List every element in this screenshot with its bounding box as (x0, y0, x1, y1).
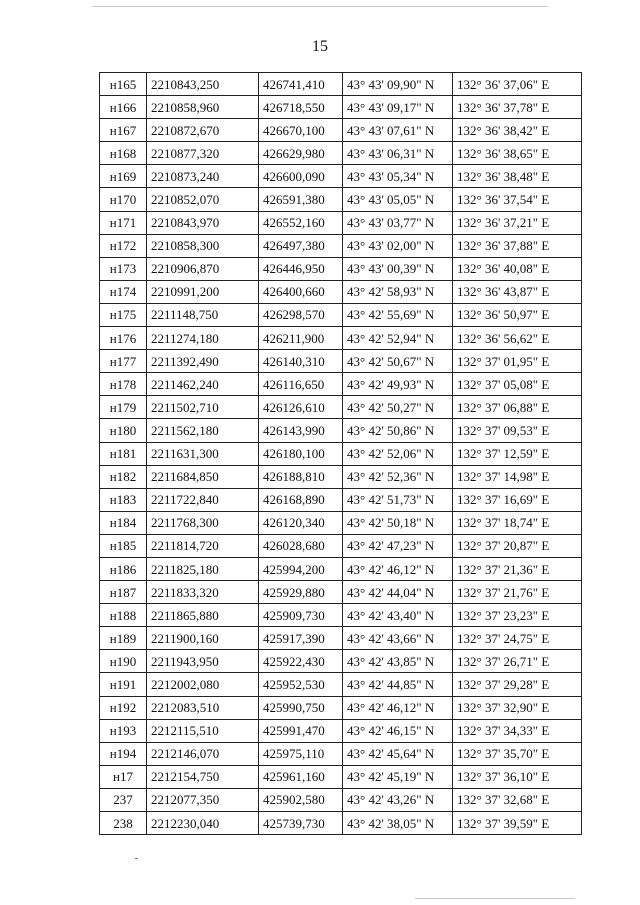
y-coordinate-cell: 425975,110 (259, 742, 343, 765)
x-coordinate-cell: 2211392,490 (147, 350, 259, 373)
table-row (100, 96, 582, 119)
table-row (100, 165, 582, 188)
y-coordinate-cell: 426591,380 (259, 188, 343, 211)
table-row (100, 627, 582, 650)
point-number-cell: н191 (100, 673, 147, 696)
longitude-cell: 132° 37' 18,74" E (453, 511, 582, 534)
longitude-cell: 132° 37' 26,71" E (453, 650, 582, 673)
table-row (100, 396, 582, 419)
table-row (100, 142, 582, 165)
x-coordinate-cell: 2211462,240 (147, 373, 259, 396)
latitude-cell: 43° 42' 44,85" N (343, 673, 453, 696)
x-coordinate-cell: 2211833,320 (147, 581, 259, 604)
longitude-cell: 132° 37' 24,75" E (453, 627, 582, 650)
y-coordinate-cell: 426600,090 (259, 165, 343, 188)
point-number-cell: н184 (100, 511, 147, 534)
latitude-cell: 43° 42' 45,64" N (343, 742, 453, 765)
x-coordinate-cell: 2211274,180 (147, 327, 259, 350)
latitude-cell: 43° 42' 51,73" N (343, 488, 453, 511)
table-row (100, 211, 582, 234)
point-number-cell: н172 (100, 234, 147, 257)
point-number-cell: н185 (100, 534, 147, 557)
point-number-cell: н173 (100, 257, 147, 280)
longitude-cell: 132° 37' 39,59" E (453, 812, 582, 835)
coordinates-table (99, 72, 582, 835)
longitude-cell: 132° 36' 37,54" E (453, 188, 582, 211)
table-row (100, 719, 582, 742)
table-row (100, 188, 582, 211)
coordinates-table-body (100, 73, 582, 835)
scan-mark (135, 858, 138, 859)
table-row (100, 581, 582, 604)
x-coordinate-cell: 2212146,070 (147, 742, 259, 765)
longitude-cell: 132° 36' 37,78" E (453, 96, 582, 119)
table-row (100, 511, 582, 534)
x-coordinate-cell: 2210991,200 (147, 280, 259, 303)
latitude-cell: 43° 43' 00,39" N (343, 257, 453, 280)
longitude-cell: 132° 36' 38,42" E (453, 119, 582, 142)
table-row (100, 534, 582, 557)
x-coordinate-cell: 2210843,970 (147, 211, 259, 234)
y-coordinate-cell: 425991,470 (259, 719, 343, 742)
longitude-cell: 132° 36' 38,65" E (453, 142, 582, 165)
table-row (100, 442, 582, 465)
x-coordinate-cell: 2211768,300 (147, 511, 259, 534)
latitude-cell: 43° 43' 05,34" N (343, 165, 453, 188)
x-coordinate-cell: 2211148,750 (147, 303, 259, 326)
y-coordinate-cell: 426629,980 (259, 142, 343, 165)
y-coordinate-cell: 426552,160 (259, 211, 343, 234)
y-coordinate-cell: 425739,730 (259, 812, 343, 835)
longitude-cell: 132° 36' 37,88" E (453, 234, 582, 257)
point-number-cell: н190 (100, 650, 147, 673)
table-row (100, 257, 582, 280)
y-coordinate-cell: 426143,990 (259, 419, 343, 442)
x-coordinate-cell: 2210906,870 (147, 257, 259, 280)
point-number-cell: н179 (100, 396, 147, 419)
point-number-cell: н192 (100, 696, 147, 719)
y-coordinate-cell: 425922,430 (259, 650, 343, 673)
y-coordinate-cell: 426116,650 (259, 373, 343, 396)
x-coordinate-cell: 2211631,300 (147, 442, 259, 465)
latitude-cell: 43° 42' 52,06" N (343, 442, 453, 465)
latitude-cell: 43° 43' 09,90" N (343, 73, 453, 96)
latitude-cell: 43° 42' 46,15" N (343, 719, 453, 742)
y-coordinate-cell: 426718,550 (259, 96, 343, 119)
table-row (100, 696, 582, 719)
table-row (100, 788, 582, 811)
longitude-cell: 132° 37' 34,33" E (453, 719, 582, 742)
point-number-cell: н188 (100, 604, 147, 627)
x-coordinate-cell: 2212115,510 (147, 719, 259, 742)
y-coordinate-cell: 426670,100 (259, 119, 343, 142)
x-coordinate-cell: 2210877,320 (147, 142, 259, 165)
longitude-cell: 132° 37' 35,70" E (453, 742, 582, 765)
point-number-cell: н176 (100, 327, 147, 350)
table-row (100, 73, 582, 96)
x-coordinate-cell: 2211562,180 (147, 419, 259, 442)
x-coordinate-cell: 2211684,850 (147, 465, 259, 488)
point-number-cell: н183 (100, 488, 147, 511)
point-number-cell: н181 (100, 442, 147, 465)
longitude-cell: 132° 36' 40,08" E (453, 257, 582, 280)
table-row (100, 327, 582, 350)
point-number-cell: н182 (100, 465, 147, 488)
table-row (100, 673, 582, 696)
y-coordinate-cell: 425902,580 (259, 788, 343, 811)
latitude-cell: 43° 42' 50,86" N (343, 419, 453, 442)
longitude-cell: 132° 37' 12,59" E (453, 442, 582, 465)
latitude-cell: 43° 42' 47,23" N (343, 534, 453, 557)
longitude-cell: 132° 37' 32,90" E (453, 696, 582, 719)
y-coordinate-cell: 426028,680 (259, 534, 343, 557)
point-number-cell: н169 (100, 165, 147, 188)
x-coordinate-cell: 2210872,670 (147, 119, 259, 142)
table-row (100, 765, 582, 788)
latitude-cell: 43° 42' 43,26" N (343, 788, 453, 811)
x-coordinate-cell: 2210843,250 (147, 73, 259, 96)
point-number-cell: н174 (100, 280, 147, 303)
x-coordinate-cell: 2210858,300 (147, 234, 259, 257)
latitude-cell: 43° 43' 05,05" N (343, 188, 453, 211)
longitude-cell: 132° 37' 06,88" E (453, 396, 582, 419)
y-coordinate-cell: 426168,890 (259, 488, 343, 511)
latitude-cell: 43° 42' 43,85" N (343, 650, 453, 673)
latitude-cell: 43° 43' 06,31" N (343, 142, 453, 165)
y-coordinate-cell: 425917,390 (259, 627, 343, 650)
point-number-cell: н165 (100, 73, 147, 96)
table-row (100, 303, 582, 326)
table-row (100, 373, 582, 396)
x-coordinate-cell: 2211943,950 (147, 650, 259, 673)
longitude-cell: 132° 36' 43,87" E (453, 280, 582, 303)
y-coordinate-cell: 426298,570 (259, 303, 343, 326)
x-coordinate-cell: 2211825,180 (147, 557, 259, 580)
longitude-cell: 132° 36' 38,48" E (453, 165, 582, 188)
latitude-cell: 43° 42' 50,67" N (343, 350, 453, 373)
point-number-cell: н171 (100, 211, 147, 234)
point-number-cell: н187 (100, 581, 147, 604)
y-coordinate-cell: 425994,200 (259, 557, 343, 580)
bottom-divider (415, 898, 575, 899)
point-number-cell: н17 (100, 765, 147, 788)
x-coordinate-cell: 2212154,750 (147, 765, 259, 788)
y-coordinate-cell: 426188,810 (259, 465, 343, 488)
page-number: 15 (312, 38, 328, 55)
x-coordinate-cell: 2211865,880 (147, 604, 259, 627)
y-coordinate-cell: 426211,900 (259, 327, 343, 350)
longitude-cell: 132° 37' 32,68" E (453, 788, 582, 811)
longitude-cell: 132° 37' 01,95" E (453, 350, 582, 373)
latitude-cell: 43° 42' 58,93" N (343, 280, 453, 303)
y-coordinate-cell: 425961,160 (259, 765, 343, 788)
longitude-cell: 132° 37' 05,08" E (453, 373, 582, 396)
latitude-cell: 43° 42' 46,12" N (343, 557, 453, 580)
longitude-cell: 132° 37' 23,23" E (453, 604, 582, 627)
table-row (100, 650, 582, 673)
y-coordinate-cell: 426741,410 (259, 73, 343, 96)
latitude-cell: 43° 42' 52,36" N (343, 465, 453, 488)
latitude-cell: 43° 42' 44,04" N (343, 581, 453, 604)
y-coordinate-cell: 426400,660 (259, 280, 343, 303)
table-row (100, 812, 582, 835)
longitude-cell: 132° 36' 37,06" E (453, 73, 582, 96)
table-row (100, 557, 582, 580)
table-row (100, 280, 582, 303)
longitude-cell: 132° 36' 50,97" E (453, 303, 582, 326)
table-row (100, 488, 582, 511)
latitude-cell: 43° 42' 49,93" N (343, 373, 453, 396)
longitude-cell: 132° 37' 09,53" E (453, 419, 582, 442)
y-coordinate-cell: 426140,310 (259, 350, 343, 373)
latitude-cell: 43° 43' 03,77" N (343, 211, 453, 234)
point-number-cell: н189 (100, 627, 147, 650)
longitude-cell: 132° 37' 21,76" E (453, 581, 582, 604)
point-number-cell: н167 (100, 119, 147, 142)
y-coordinate-cell: 426120,340 (259, 511, 343, 534)
x-coordinate-cell: 2210858,960 (147, 96, 259, 119)
latitude-cell: 43° 43' 02,00" N (343, 234, 453, 257)
y-coordinate-cell: 426497,380 (259, 234, 343, 257)
x-coordinate-cell: 2211722,840 (147, 488, 259, 511)
latitude-cell: 43° 42' 43,66" N (343, 627, 453, 650)
point-number-cell: н194 (100, 742, 147, 765)
y-coordinate-cell: 426180,100 (259, 442, 343, 465)
x-coordinate-cell: 2212083,510 (147, 696, 259, 719)
point-number-cell: н193 (100, 719, 147, 742)
table-row (100, 604, 582, 627)
point-number-cell: 237 (100, 788, 147, 811)
latitude-cell: 43° 42' 38,05" N (343, 812, 453, 835)
longitude-cell: 132° 36' 37,21" E (453, 211, 582, 234)
longitude-cell: 132° 37' 21,36" E (453, 557, 582, 580)
table-row (100, 465, 582, 488)
point-number-cell: н175 (100, 303, 147, 326)
x-coordinate-cell: 2212002,080 (147, 673, 259, 696)
point-number-cell: н166 (100, 96, 147, 119)
table-row (100, 742, 582, 765)
latitude-cell: 43° 42' 52,94" N (343, 327, 453, 350)
latitude-cell: 43° 42' 46,12" N (343, 696, 453, 719)
latitude-cell: 43° 42' 43,40" N (343, 604, 453, 627)
point-number-cell: 238 (100, 812, 147, 835)
longitude-cell: 132° 37' 14,98" E (453, 465, 582, 488)
x-coordinate-cell: 2211900,160 (147, 627, 259, 650)
table-row (100, 419, 582, 442)
x-coordinate-cell: 2211502,710 (147, 396, 259, 419)
table-row (100, 234, 582, 257)
x-coordinate-cell: 2212230,040 (147, 812, 259, 835)
y-coordinate-cell: 426446,950 (259, 257, 343, 280)
y-coordinate-cell: 425909,730 (259, 604, 343, 627)
y-coordinate-cell: 425952,530 (259, 673, 343, 696)
point-number-cell: н186 (100, 557, 147, 580)
latitude-cell: 43° 42' 50,27" N (343, 396, 453, 419)
top-divider (92, 6, 548, 7)
point-number-cell: н177 (100, 350, 147, 373)
latitude-cell: 43° 42' 50,18" N (343, 511, 453, 534)
y-coordinate-cell: 426126,610 (259, 396, 343, 419)
y-coordinate-cell: 425929,880 (259, 581, 343, 604)
longitude-cell: 132° 37' 36,10" E (453, 765, 582, 788)
x-coordinate-cell: 2212077,350 (147, 788, 259, 811)
latitude-cell: 43° 43' 09,17" N (343, 96, 453, 119)
x-coordinate-cell: 2210852,070 (147, 188, 259, 211)
latitude-cell: 43° 42' 55,69" N (343, 303, 453, 326)
point-number-cell: н170 (100, 188, 147, 211)
longitude-cell: 132° 37' 16,69" E (453, 488, 582, 511)
latitude-cell: 43° 43' 07,61" N (343, 119, 453, 142)
point-number-cell: н180 (100, 419, 147, 442)
table-row (100, 350, 582, 373)
latitude-cell: 43° 42' 45,19" N (343, 765, 453, 788)
longitude-cell: 132° 37' 29,28" E (453, 673, 582, 696)
x-coordinate-cell: 2210873,240 (147, 165, 259, 188)
longitude-cell: 132° 37' 20,87" E (453, 534, 582, 557)
point-number-cell: н178 (100, 373, 147, 396)
table-row (100, 119, 582, 142)
point-number-cell: н168 (100, 142, 147, 165)
x-coordinate-cell: 2211814,720 (147, 534, 259, 557)
longitude-cell: 132° 36' 56,62" E (453, 327, 582, 350)
y-coordinate-cell: 425990,750 (259, 696, 343, 719)
